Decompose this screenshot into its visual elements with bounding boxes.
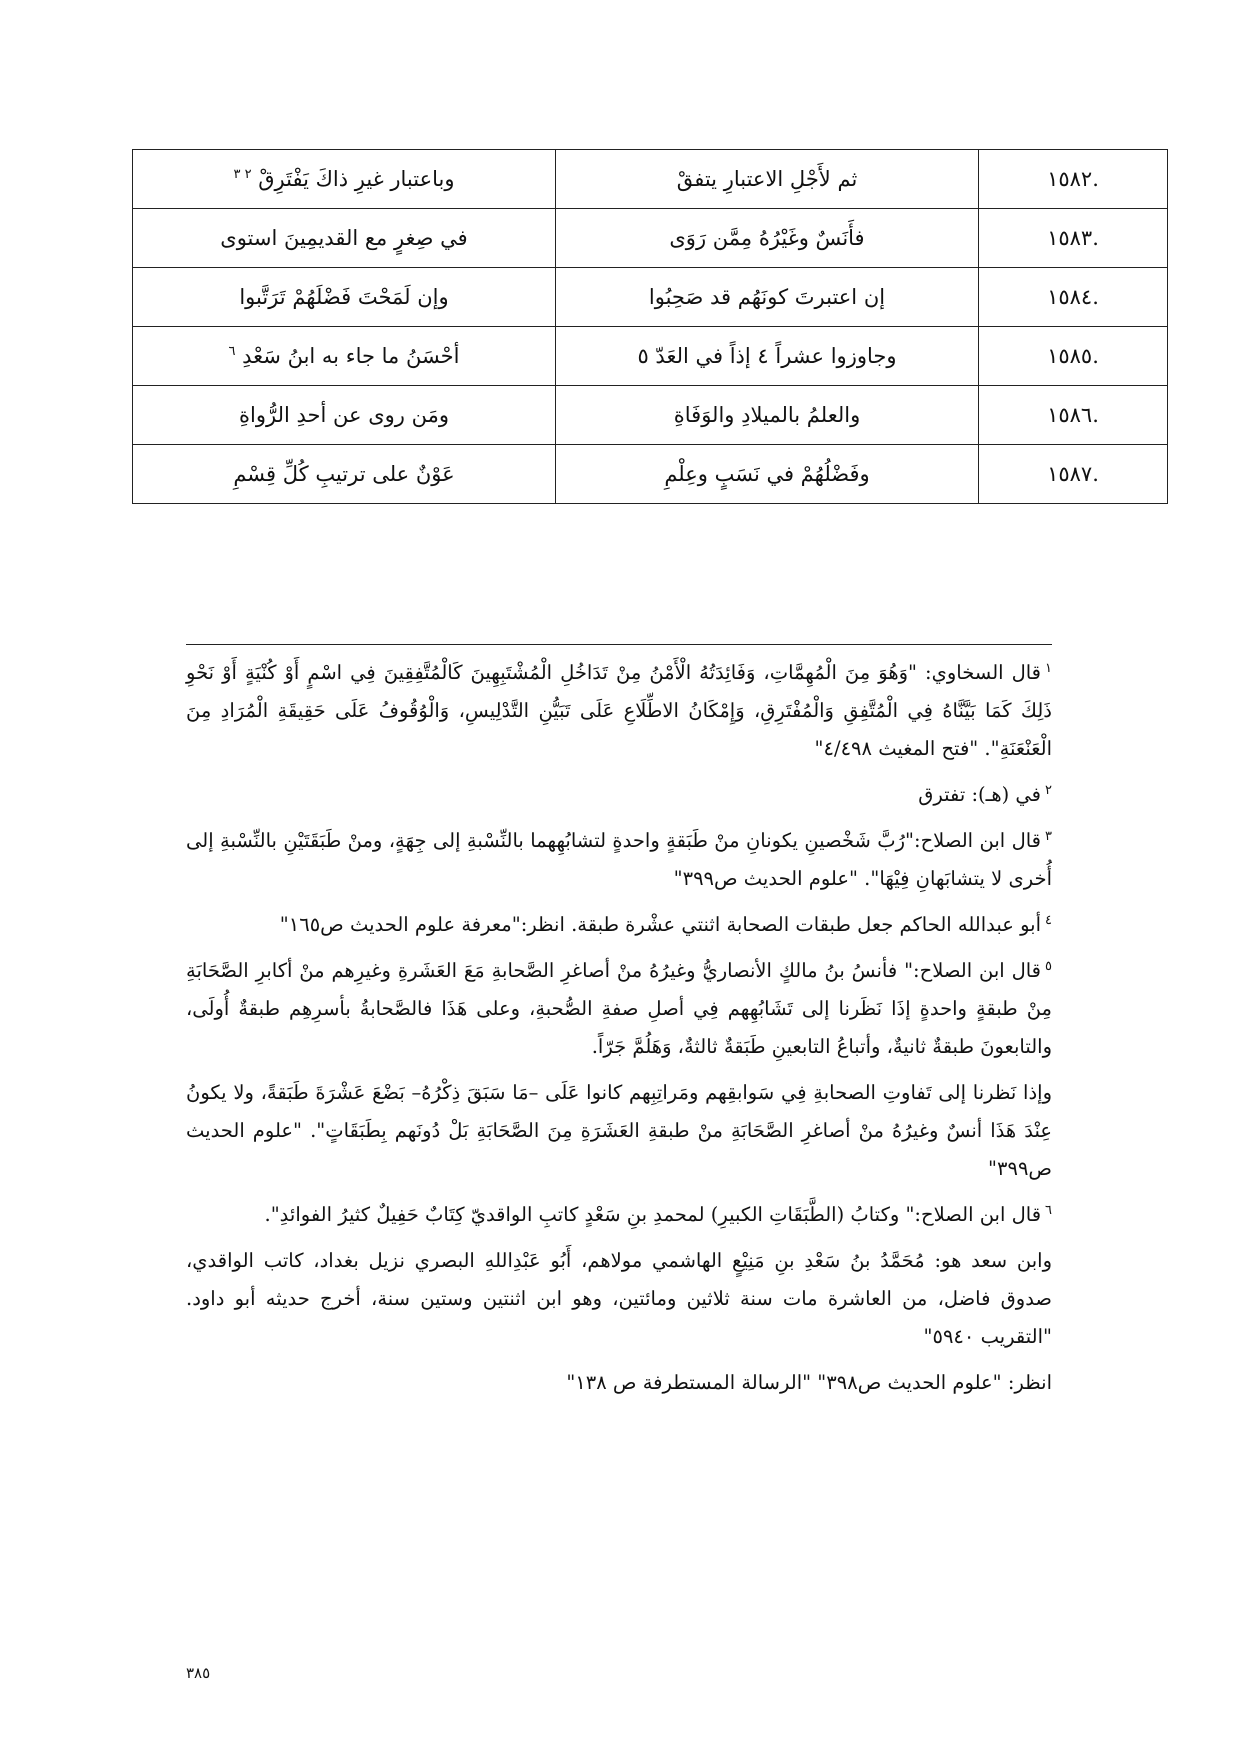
footnote-continuation [186,1074,1052,1188]
verse-first-hemistich: فأَنَسٌ وغَيْرُهُ مِمَّن رَوَى [556,209,979,268]
verse-row [133,268,1168,327]
footnote [186,952,1052,1066]
footnote-mark: ٤ [1045,912,1052,928]
verse-second-hemistich [133,386,556,445]
hemistich-text: في صِغرٍ مع القديمِينَ استوى [220,226,468,250]
footnote-text: انظر: "علوم الحديث ص٣٩٨" "الرسالة المستطرفة ص ١٣٨" [566,1371,1052,1394]
footnote-text: في (هـ): تفترق [918,783,1042,806]
verse-second-hemistich [133,150,556,209]
footnote-text: قال ابن الصلاح:" فأنسُ بنُ مالكٍ الأنصاريُّ وغيرُهُ منْ أصاغرِ الصَّحابةِ مَعَ العَشَرةِ وغيرِهم منْ أكابرِ الصَّحَابَةِ مِنْ طبقةٍ واحدةٍ إذَا نَظَرنا إلى تَشَابُهِهم فِي أصلِ صفةِ الصُّحبةِ، وعلى هَذَا فالصَّحابةُ بأسرِهِم طبقةٌ أُولَى، والتابعونَ طبقةٌ ثانيةٌ، وأتباعُ التابعينِ طَبَقةٌ ثالثةٌ، وَهَلُمَّ جَرّاً. [186,959,1052,1058]
verse-row [133,445,1168,504]
hemistich-text: وباعتبار غيرِ ذاكَ يَفْتَرِقْ [258,167,455,191]
verse-number: .١٥٨٦ [979,386,1168,445]
verse-second-hemistich [133,268,556,327]
footnote [186,1196,1052,1234]
footnote-ref: ٢ ٣ [233,167,252,182]
footnote-mark: ٦ [1045,1202,1052,1218]
verse-second-hemistich [133,445,556,504]
verse-first-hemistich: إن اعتبرتَ كونَهُم قد صَحِبُوا [556,268,979,327]
footnote-text: قال ابن الصلاح:" وكتابُ (الطَّبَقَاتِ الكبيرِ) لمحمدِ بنِ سَعْدٍ كاتبِ الواقديّ كِتَابٌ حَفِيلٌ كثيرُ الفوائدِ". [264,1203,1042,1226]
hemistich-text: عَوْنٌ على ترتيبِ كُلِّ قِسْمِ [233,462,455,486]
verse-first-hemistich: والعلمُ بالميلادِ والوَفَاةِ [556,386,979,445]
footnote-continuation [186,1242,1052,1356]
footnote-text: وابن سعد هو: مُحَمَّدُ بنُ سَعْدِ بنِ مَنِيْعٍ الهاشمي مولاهم، أَبُو عَبْدِاللهِ البصري نزيل بغداد، كاتب الواقدي، صدوق فاضل، من العاشرة مات سنة ثلاثين ومائتين، وهو ابن اثنتين وستين سنة، أخرج حديثه أبو داود. "التقريب ٥٩٤٠" [186,1249,1052,1348]
poem-verses-table [132,149,1168,504]
verse-row [133,150,1168,209]
footnote-ref: ٦ [228,344,236,359]
footnote-mark: ٥ [1045,958,1052,974]
verse-first-hemistich: وفَضْلُهُمْ في نَسَبٍ وعِلْمِ [556,445,979,504]
hemistich-text: ومَن روى عن أحدِ الرُّواةِ [239,403,449,427]
verse-number: .١٥٨٤ [979,268,1168,327]
footnote [186,654,1052,768]
verse-number: .١٥٨٣ [979,209,1168,268]
footnote-mark: ٣ [1045,828,1052,844]
verse-number: .١٥٨٢ [979,150,1168,209]
verse-row [133,386,1168,445]
verse-row [133,327,1168,386]
footnotes-section [186,654,1052,1410]
hemistich-text: أحْسَنُ ما جاء به ابنُ سَعْدِ [242,344,460,368]
verse-first-hemistich: وجاوزوا عشراً ٤ إذاً في العَدّ ٥ [556,327,979,386]
hemistich-text: وإن لَمَحْتَ فَضْلَهُمْ تَرَتَّبوا [239,285,449,309]
verse-first-hemistich: ثم لأَجْلِ الاعتبارِ يتفقْ [556,150,979,209]
footnote [186,776,1052,814]
footnote-separator [186,644,1052,645]
footnote [186,906,1052,944]
footnote-text: أبو عبدالله الحاكم جعل طبقات الصحابة اثنتي عشْرة طبقة. انظر:"معرفة علوم الحديث ص١٦٥" [279,913,1042,936]
footnote-continuation [186,1364,1052,1402]
footnote-text: قال ابن الصلاح:"رُبَّ شَخْصينِ يكونانِ منْ طَبَقةٍ واحدةٍ لتشابُهِهما بالنِّسْبةِ إلى جِهَةٍ، ومنْ طَبَقَتَيْنِ بالنِّسْبةِ إلى أُخرى لا يتشابَهانِ فِيْهَا". "علوم الحديث ص٣٩٩" [186,829,1052,890]
verse-second-hemistich [133,209,556,268]
footnote [186,822,1052,898]
verse-second-hemistich [133,327,556,386]
verse-number: .١٥٨٥ [979,327,1168,386]
footnote-mark: ١ [1045,660,1052,676]
verse-row [133,209,1168,268]
footnote-text: وإذا نَظرنا إلى تَفاوتِ الصحابةِ فِي سَوابقِهم ومَراتِبِهم كانوا عَلَى –مَا سَبَقَ ذِكْرُهُ– بَضْعَ عَشْرَةَ طَبَقةً، ولا يكونُ عِنْدَ هَذَا أنسٌ وغيرُهُ منْ أصاغرِ الصَّحَابَةِ منْ طبقةِ العَشَرَةِ مِنَ الصَّحَابَةِ بَلْ دُونَهم بِطَبَقَاتٍ". "علوم الحديث ص٣٩٩" [186,1081,1052,1180]
footnote-text: قال السخاوي: "وَهُوَ مِنَ الْمُهِمَّاتِ، وَفَائِدَتُهُ الْأَمْنُ مِنْ تَدَاخُلِ الْمُشْتَبِهِينَ كَالْمُتَّفِقِينَ فِي اسْمٍ أَوْ كُنْيَةٍ أَوْ نَحْوِ ذَلِكَ كَمَا بَيَّنَّاهُ فِي الْمُتَّفِقِ وَالْمُفْتَرِقِ، وَإِمْكَانُ الاطِّلَاعِ عَلَى تَبَيُّنِ التَّدْلِيسِ، وَالْوُقُوفُ عَلَى حَقِيقَةِ الْمُرَادِ مِنَ الْعَنْعَنَةِ". "فتح المغيث ٤/٤٩٨" [186,661,1052,760]
page-number: ٣٨٥ [186,1664,211,1682]
footnote-mark: ٢ [1045,782,1052,798]
verse-number: .١٥٨٧ [979,445,1168,504]
